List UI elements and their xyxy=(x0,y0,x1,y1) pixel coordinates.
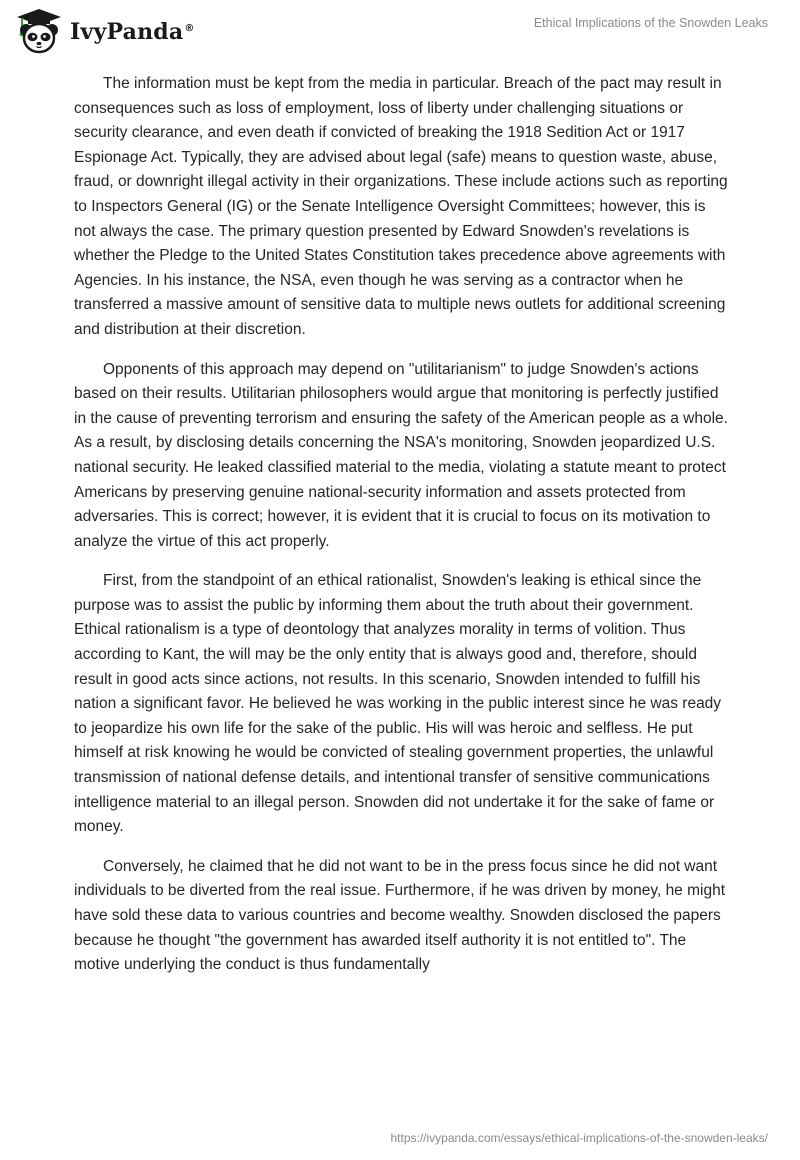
paragraph-3: First, from the standpoint of an ethical rationalist, Snowden's leaking is ethical since the purpose was to assist the public by informing them about the truth about their government. Ethical rationalism is a type of deontology that analyzes morality in terms of volition. Thus according to Kant, the will may be the only entity that is always good and, therefore, should result in good acts since actions, not results. In this scenario, Snowden intended to fulfill his nation a significant favor. He believed he was working in the public interest since he was ready to jeopardize his own life for the sake of the public. His will was heroic and selfless. He put himself at risk knowing he would be convicted of stealing government properties, the unlawful transmission of national defense details, and intentional transfer of sensitive communications intelligence material to an illegal person. Snowden did not undertake it for the sake of fame or money. xyxy=(74,572,722,836)
source-url-link[interactable]: https://ivypanda.com/essays/ethical-implications-of-the-snowden-leaks/ xyxy=(390,1131,768,1145)
paragraph-4: Conversely, he claimed that he did not want to be in the press focus since he did not want individuals to be diverted from the real issue. Furthermore, if he was driven by money, he might have sold these data to various countries and become wealthy. Snowden disclosed the papers because he thought "the government has awarded itself authority it is not entitled to". The motive underlying the conduct is thus fundamentally xyxy=(74,857,726,974)
logo-wordmark xyxy=(70,19,195,45)
paragraph-1: The information must be kept from the media in particular. Breach of the pact may result in consequences such as loss of employment, loss of liberty under challenging situations or security clearance, and even death if convicted of breaking the 1918 Sedition Act or 1917 Espionage Act. Typically, they are advised about legal (safe) means to question waste, abuse, fraud, or downright illegal activity in their organizations. These include actions such as reporting to Inspectors General (IG) or the Senate Intelligence Oversight Committees; however, this is not always the case. The primary question presented by Edward Snowden's revelations is whether the Pledge to the United States Constitution takes precedence above agreements with Agencies. In his instance, the NSA, even though he was serving as a contractor when he transferred a massive amount of sensitive data to multiple news outlets for additional screening and distribution at their discretion. xyxy=(74,75,728,338)
document-title: Ethical Implications of the Snowden Leaks xyxy=(533,16,768,30)
logo-text: IvyPanda xyxy=(70,19,184,45)
ivypanda-logo[interactable] xyxy=(14,8,195,54)
panda-graduate-icon xyxy=(14,8,64,54)
essay-body xyxy=(74,72,728,993)
paragraph-2: Opponents of this approach may depend on "utilitarianism" to judge Snowden's actions based on their results. Utilitarian philosophers would argue that monitoring is perfectly justified in the cause of preventing terrorism and ensuring the safety of the American people as a whole. As a result, by disclosing details concerning the NSA's monitoring, Snowden jeopardized U.S. national security. He leaked classified material to the media, violating a statute meant to protect Americans by preserving genuine national-security information and assets protected from adversaries. This is correct; however, it is evident that it is crucial to focus on its motivation to analyze the virtue of this act properly. xyxy=(74,360,728,550)
registered-mark: ® xyxy=(184,22,195,34)
page-header xyxy=(0,0,800,62)
